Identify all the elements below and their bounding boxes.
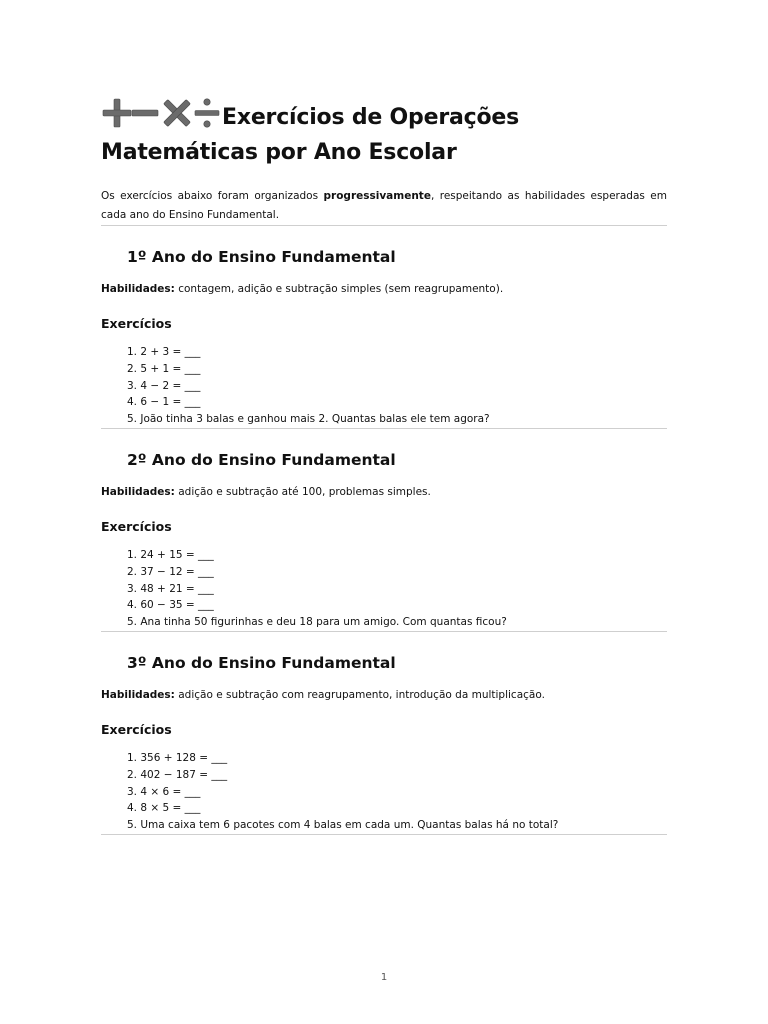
- skills-text: adição e subtração com reagrupamento, introdução da multiplicação.: [178, 688, 545, 701]
- divider: [101, 834, 667, 835]
- intro-paragraph: [101, 187, 667, 225]
- math-operators-icon: [101, 98, 221, 128]
- page-number: 1: [380, 972, 388, 983]
- intro-emphasis: progressivamente: [323, 190, 431, 202]
- exercise-list: [127, 547, 667, 631]
- skills-label: Habilidades:: [101, 283, 175, 295]
- skills-text: adição e subtração até 100, problemas simples.: [178, 485, 431, 498]
- page-title-text: Exercícios de Operações Matemáticas por Ano Escolar: [101, 105, 519, 165]
- exercise-item: 1. 2 + 3 = ___: [127, 346, 201, 358]
- exercise-item: 1. 356 + 128 = ___: [127, 751, 228, 764]
- section-heading: 2º Ano do Ensino Fundamental: [127, 450, 396, 469]
- skills-text: contagem, adição e subtração simples (sem reagrupamento).: [178, 283, 504, 295]
- skills-line: [101, 485, 667, 499]
- exercise-item: 4. 60 − 35 = ___: [127, 599, 214, 612]
- exercise-item: 3. 4 − 2 = ___: [127, 379, 201, 392]
- grade-section-3: [101, 632, 667, 835]
- exercise-item: 2. 37 − 12 = ___: [127, 565, 214, 578]
- exercise-item: 2. 5 + 1 = ___: [127, 362, 201, 375]
- exercise-item: 3. 48 + 21 = ___: [127, 582, 214, 595]
- grade-section-2: [101, 429, 667, 632]
- intro-text-start: Os exercícios abaixo foram organizados: [101, 190, 324, 202]
- skills-label: Habilidades:: [101, 688, 175, 701]
- document-page: [101, 98, 667, 835]
- intro-text-end: , respeitando as habilidades esperadas em cada ano do Ensino Fundamental.: [101, 190, 667, 221]
- grade-section-1: [101, 226, 667, 429]
- exercise-item: 2. 402 − 187 = ___: [127, 768, 228, 781]
- section-heading: 3º Ano do Ensino Fundamental: [127, 653, 396, 672]
- exercises-heading: Exercícios: [101, 721, 172, 737]
- exercise-item: 1. 24 + 15 = ___: [127, 548, 214, 561]
- skills-line: [101, 688, 667, 702]
- exercise-item: 5. João tinha 3 balas e ganhou mais 2. Quantas balas ele tem agora?: [127, 413, 490, 426]
- exercise-item: 4. 6 − 1 = ___: [127, 396, 201, 409]
- page-title: [101, 98, 667, 170]
- section-heading: 1º Ano do Ensino Fundamental: [127, 248, 396, 266]
- skills-label: Habilidades:: [101, 485, 175, 498]
- exercise-item: 4. 8 × 5 = ___: [127, 802, 201, 815]
- exercise-list: [127, 750, 667, 834]
- exercise-item: 5. Ana tinha 50 figurinhas e deu 18 para um amigo. Com quantas ficou?: [127, 616, 507, 629]
- skills-line: [101, 282, 667, 296]
- exercise-list: [127, 344, 667, 428]
- exercises-heading: Exercícios: [101, 316, 172, 331]
- exercises-heading: Exercícios: [101, 518, 172, 534]
- exercise-item: 5. Uma caixa tem 6 pacotes com 4 balas em cada um. Quantas balas há no total?: [127, 819, 559, 832]
- exercise-item: 3. 4 × 6 = ___: [127, 785, 201, 798]
